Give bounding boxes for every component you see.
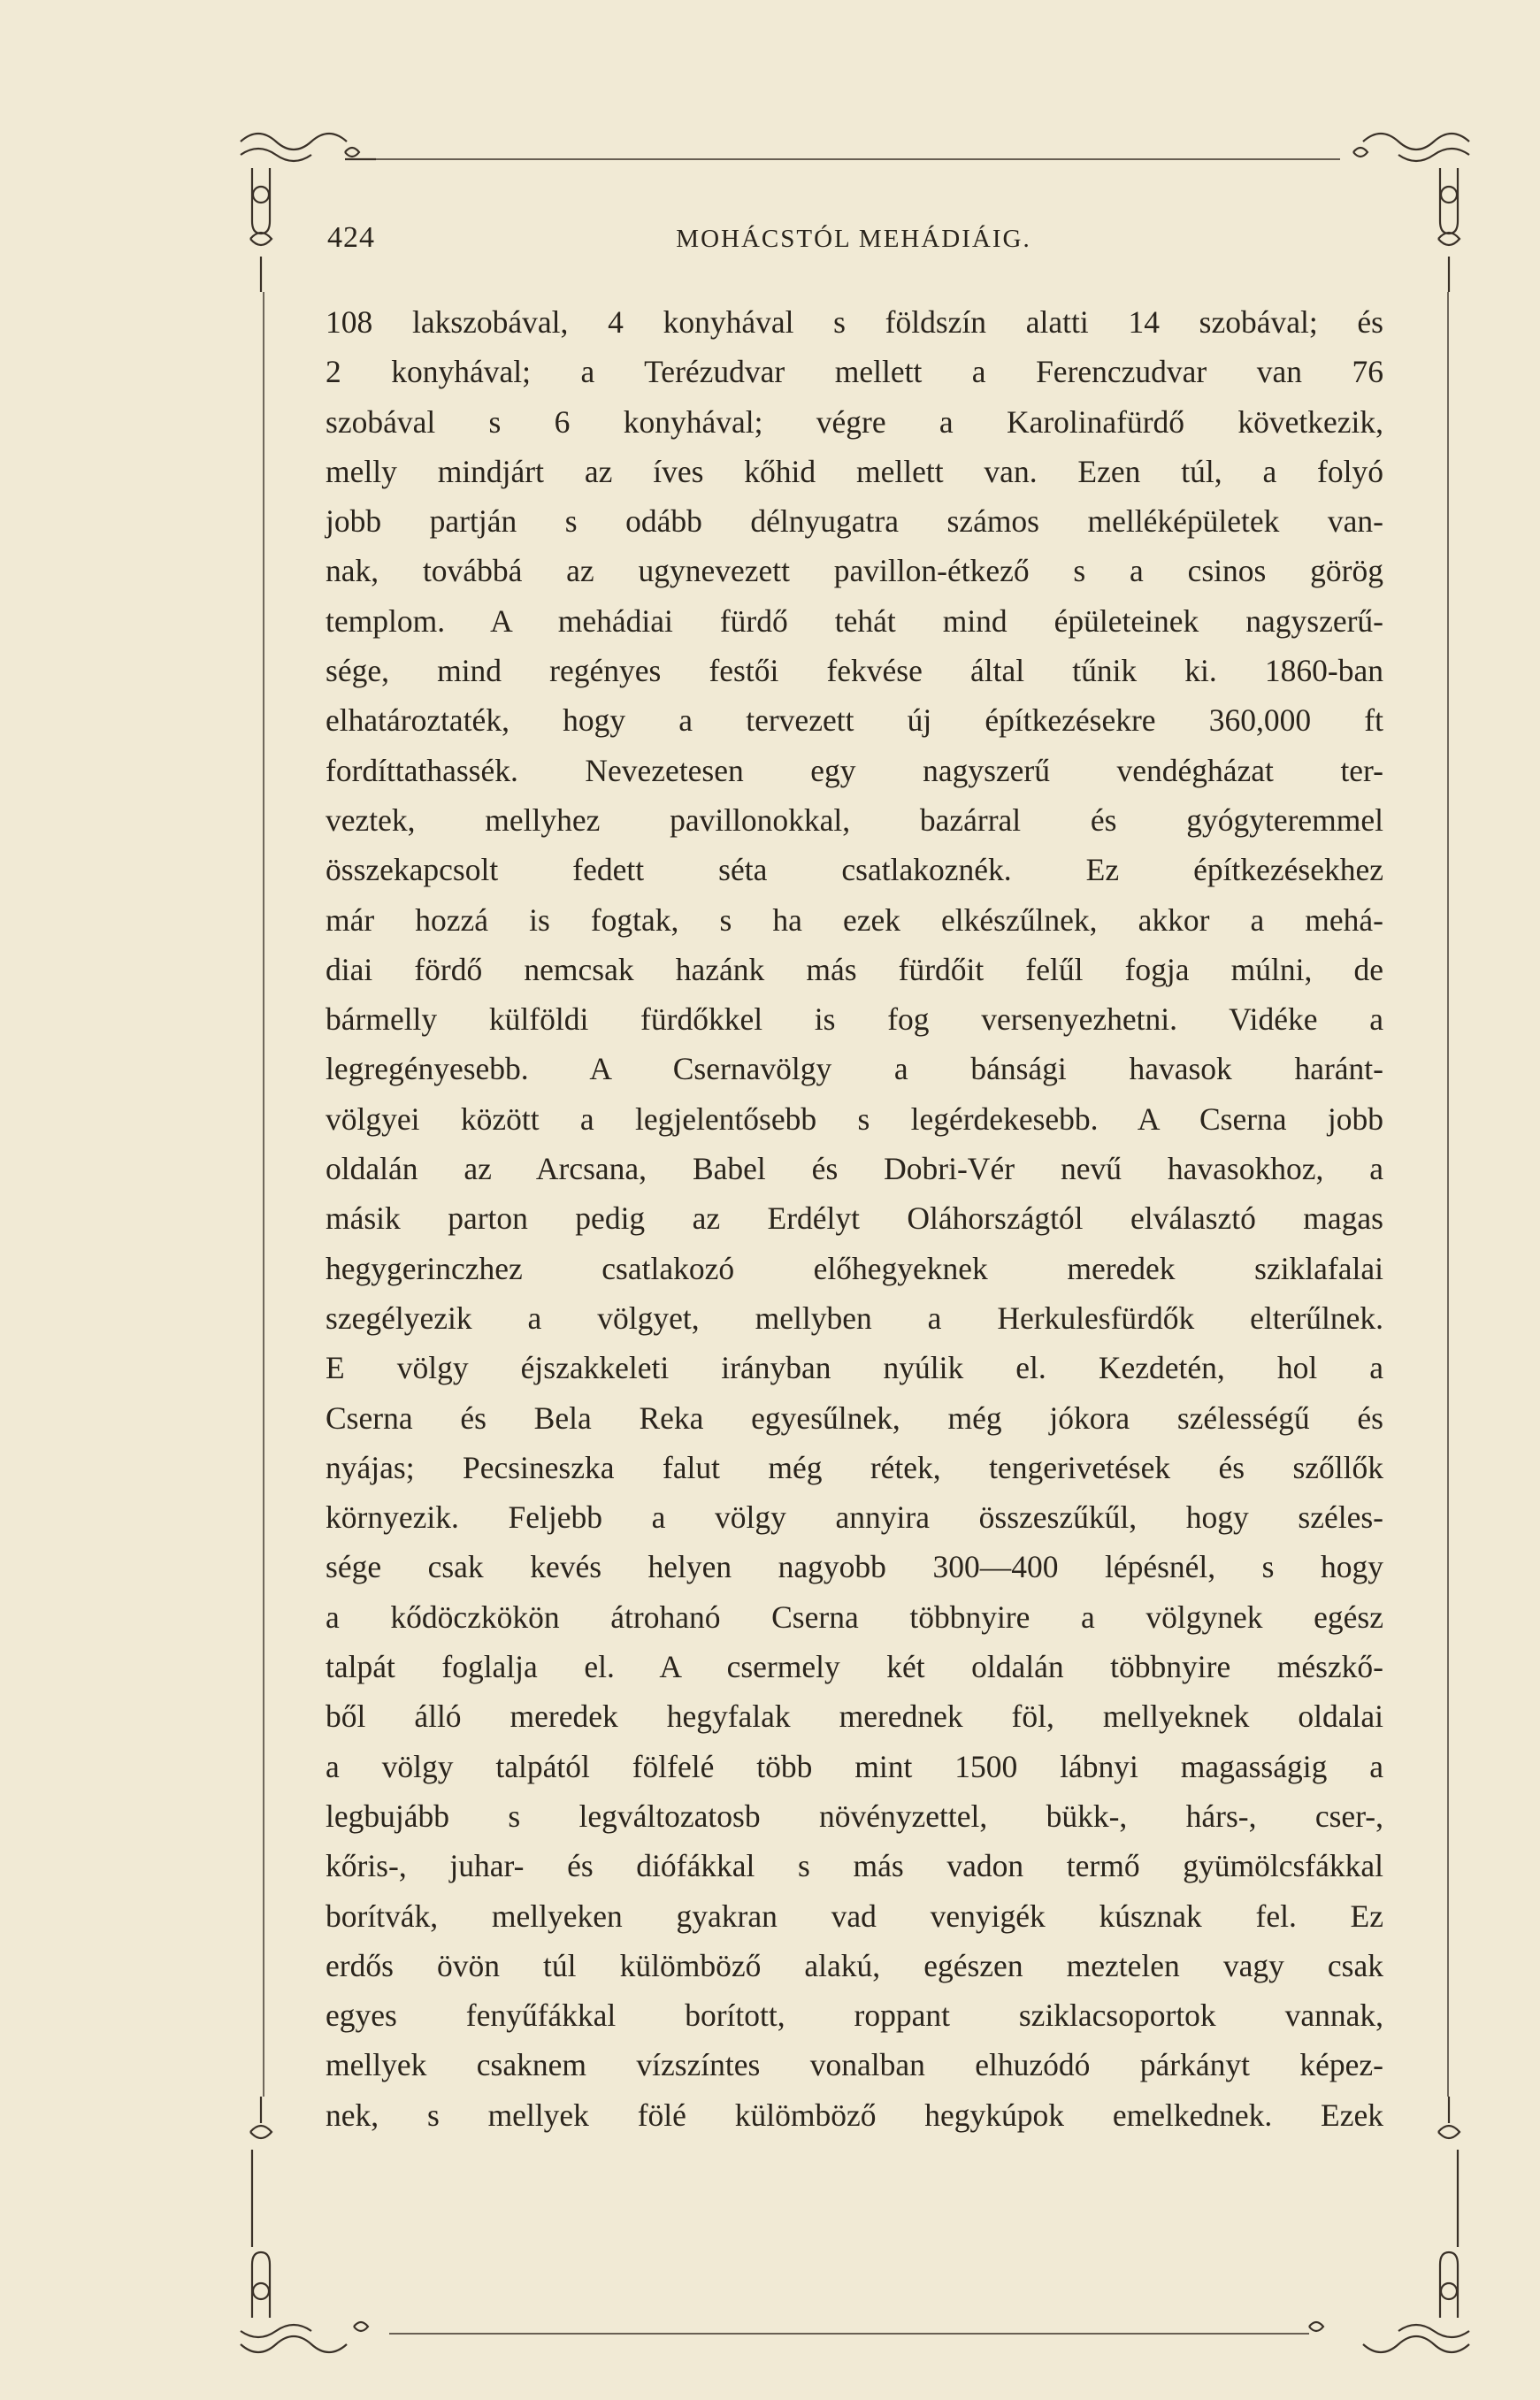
page-header <box>327 221 1380 274</box>
text-line: hegygerinczhez csatlakozó előhegyeknek meredek sziklafalai <box>326 1250 1383 1286</box>
text-line: erdős övön túl külömböző alakú, egészen meztelen vagy csak <box>326 1947 1383 1983</box>
running-title: MOHÁCSTÓL MEHÁDIÁIG. <box>676 225 1031 253</box>
text-line: a völgy talpától fölfelé több mint 1500 lábnyi magasságig a <box>326 1748 1383 1784</box>
text-line: kőris-, juhar- és diófákkal s más vadon termő gyümölcsfákkal <box>326 1848 1383 1884</box>
text-line: környezik. Feljebb a völgy annyira összeszűkűl, hogy széles- <box>326 1499 1383 1536</box>
text-line: szobával s 6 konyhával; végre a Karolinafürdő következik, <box>326 403 1383 440</box>
text-line: 2 konyhával; a Terézudvar mellett a Ferenczudvar van 76 <box>326 354 1383 390</box>
text-line: sége csak kevés helyen nagyobb 300—400 lépésnél, s hogy <box>326 1549 1383 1585</box>
text-line: elhatároztaték, hogy a tervezett új építkezésekre 360,000 ft <box>326 702 1383 739</box>
text-line: nak, továbbá az ugynevezett pavillon-étkező s a csinos görög <box>326 553 1383 589</box>
text-line: diai fördő nemcsak hazánk más fürdőit felűl fogja múlni, de <box>326 951 1383 987</box>
text-line: 108 lakszobával, 4 konyhával s földszín alatti 14 szobával; és <box>326 304 1383 340</box>
text-line: oldalán az Arcsana, Babel és Dobri-Vér nevű havasokhoz, a <box>326 1151 1383 1187</box>
text-line: nek, s mellyek fölé külömböző hegykúpok emelkednek. Ezek <box>326 2097 1383 2133</box>
text-line: ből álló meredek hegyfalak merednek föl, mellyeknek oldalai <box>326 1698 1383 1735</box>
text-line: veztek, mellyhez pavillonokkal, bazárral és gyógyteremmel <box>326 801 1383 838</box>
text-line: bármelly külföldi fürdőkkel is fog versenyezhetni. Vidéke a <box>326 1001 1383 1038</box>
text-line: E völgy éjszakkeleti irányban nyúlik el. Kezdetén, hol a <box>326 1350 1383 1386</box>
text-line: másik parton pedig az Erdélyt Oláhországtól elválasztó magas <box>326 1200 1383 1237</box>
text-line: völgyei között a legjelentősebb s legérdekesebb. A Cserna jobb <box>326 1100 1383 1137</box>
text-line: Cserna és Bela Reka egyesűlnek, még jókora szélességű és <box>326 1399 1383 1436</box>
text-line: melly mindjárt az íves kőhid mellett van. Ezen túl, a folyó <box>326 453 1383 489</box>
body-text <box>326 297 1383 2140</box>
text-line: borítvák, mellyeken gyakran vad venyigék kúsznak fel. Ez <box>326 1898 1383 1934</box>
text-line: templom. A mehádiai fürdő tehát mind épületeinek nagyszerű- <box>326 602 1383 639</box>
text-line: jobb partján s odább délnyugatra számos melléképületek van- <box>326 503 1383 540</box>
text-line: összekapcsolt fedett séta csatlakoznék. Ez építkezésekhez <box>326 852 1383 888</box>
text-line: már hozzá is fogtak, s ha ezek elkészűlnek, akkor a mehá- <box>326 901 1383 938</box>
text-line: talpát foglalja el. A csermely két oldalán többnyire mészkő- <box>326 1649 1383 1685</box>
text-line: egyes fenyűfákkal borított, roppant sziklacsoportok vannak, <box>326 1997 1383 2034</box>
text-line: szegélyezik a völgyet, mellyben a Herkulesfürdők elterűlnek. <box>326 1300 1383 1336</box>
text-line: a kődöczkökön átrohanó Cserna többnyire a völgynek egész <box>326 1599 1383 1635</box>
text-line: mellyek csaknem vízszíntes vonalban elhuzódó párkányt képez- <box>326 2047 1383 2083</box>
text-line: legbujább s legváltozatosb növényzettel, bükk-, hárs-, cser-, <box>326 1798 1383 1834</box>
text-line: nyájas; Pecsineszka falut még rétek, tengerivetések és szőllők <box>326 1449 1383 1485</box>
page-number: 424 <box>327 221 375 254</box>
text-line: sége, mind regényes festői fekvése által tűnik ki. 1860-ban <box>326 653 1383 689</box>
text-line: fordíttathassék. Nevezetesen egy nagyszerű vendégházat ter- <box>326 752 1383 788</box>
text-line: legregényesebb. A Csernavölgy a bánsági havasok haránt- <box>326 1051 1383 1087</box>
